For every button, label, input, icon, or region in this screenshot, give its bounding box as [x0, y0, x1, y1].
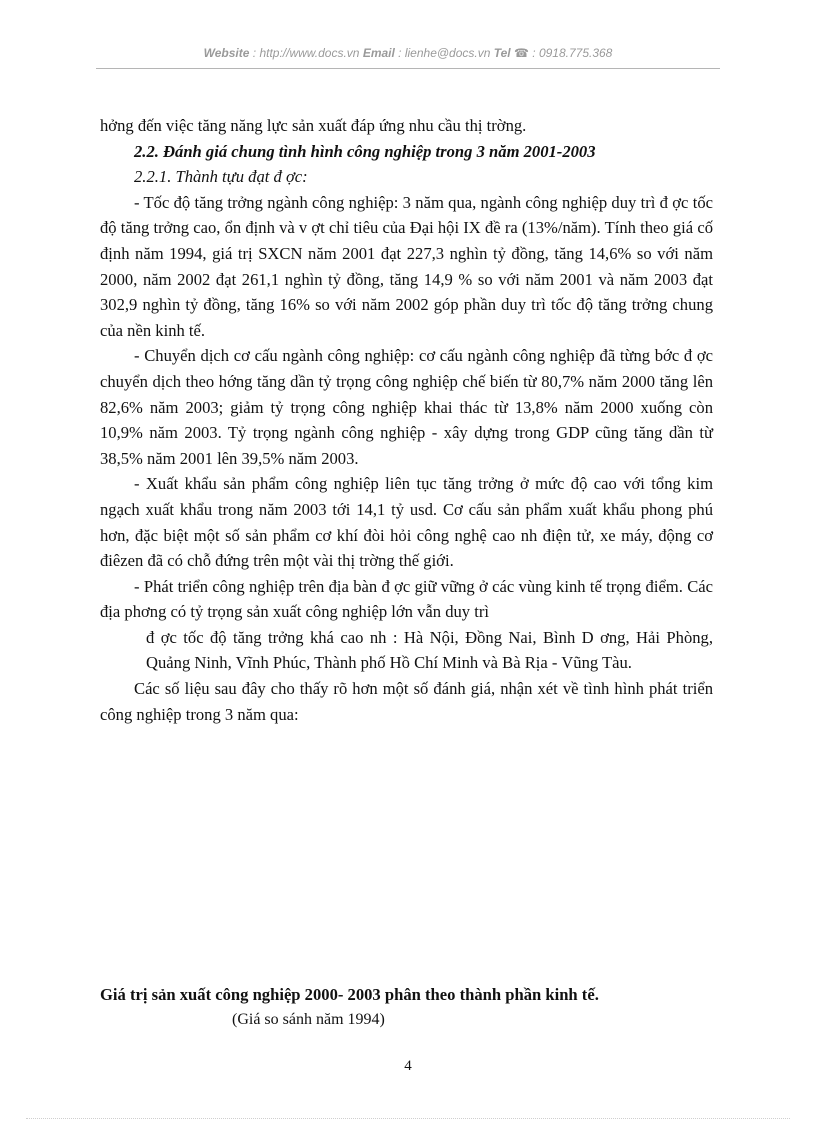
table-caption-subtitle: (Giá so sánh năm 1994)	[232, 1011, 385, 1028]
table-caption-title: Giá trị sản xuất công nghiệp 2000- 2003 phân theo thành phần kinh tế.	[100, 985, 599, 1004]
section-heading-2-2: 2.2. Đánh giá chung tình hình công nghiệp trong 3 năm 2001-2003	[134, 141, 596, 161]
tel-value: ☎ : 0918.775.368	[510, 46, 613, 60]
email-value[interactable]: : lienhe@docs.vn	[394, 46, 494, 60]
paragraph-data-intro: Các số liệu sau đây cho thấy rõ hơn một số đánh giá, nhận xét về tình hình phát triển công nghiệp trong 3 năm qua:	[100, 679, 713, 724]
section-heading-2-2-1: 2.2.1. Thành tựu đạt đ ợc:	[134, 167, 308, 187]
paragraph-exports: - Xuất khẩu sản phẩm công nghiệp liên tục tăng trởng ở mức độ cao với tổng kim ngạch xuất khẩu trong năm 2003 tới 14,1 tỷ usd. Cơ cấu sản phẩm xuất khẩu phong phú hơn, đặc biệt một số sản phẩm cơ khí đòi hỏi công nghệ cao nh điện tử, xe máy, động cơ điêzen đã có chỗ đứng trên một vài thị trờng thế giới.	[100, 474, 713, 571]
page-bottom-divider	[26, 1118, 790, 1119]
website-value[interactable]: : http://www.docs.vn	[249, 46, 363, 60]
website-label: Website	[203, 46, 250, 60]
paragraph-continuation: hởng đến việc tăng năng lực sản xuất đáp ứng nhu cầu thị trờng.	[100, 116, 527, 135]
page-number: 4	[404, 1058, 412, 1074]
paragraph-regional-continuation: đ ợc tốc độ tăng trởng khá cao nh : Hà Nội, Đồng Nai, Bình D ơng, Hải Phòng, Quảng Ninh, Vĩnh Phúc, Thành phố Hồ Chí Minh và Bà Rịa - Vũng Tàu.	[146, 627, 713, 673]
paragraph-growth-rate: - Tốc độ tăng trởng ngành công nghiệp: 3 năm qua, ngành công nghiệp duy trì đ ợc tốc độ tăng trởng cao, ổn định và v ợt chỉ tiêu của Đại hội IX đề ra (13%/năm). Tính theo giá cố định năm 1994, giá trị SXCN năm 2001 đạt 227,3 nghìn tỷ đồng, tăng 14,6% so với năm 2000, năm 2002 đạt 261,1 nghìn tỷ đồng, tăng 14,9 % so với năm 2001 và năm 2003 đạt 302,9 nghìn tỷ đồng, tăng 16% so với năm 2002 góp phần duy trì tốc độ tăng trởng chung của nền kinh tế.	[100, 192, 713, 340]
email-label: Email	[362, 46, 395, 60]
page-header	[96, 46, 720, 69]
document-body	[100, 113, 713, 727]
paragraph-structure-shift: - Chuyển dịch cơ cấu ngành công nghiệp: cơ cấu ngành công nghiệp đã từng bớc đ ợc chuyển dịch theo hớng tăng dần tỷ trọng công nghiệp chế biến từ 80,7% năm 2000 tăng lên 82,6% năm 2003; giảm tỷ trọng công nghiệp khai thác từ 13,8% năm 2000 xuống còn 10,9% năm 2003. Tỷ trọng ngành công nghiệp - xây dựng trong GDP cũng tăng dần từ 38,5% năm 2001 lên 39,5% năm 2003.	[100, 346, 713, 468]
tel-label: Tel	[493, 46, 511, 60]
paragraph-regional-development: - Phát triển công nghiệp trên địa bàn đ ợc giữ vững ở các vùng kinh tế trọng điểm. Các địa phơng có tỷ trọng sản xuất công nghiệp lớn vẫn duy trì	[100, 576, 713, 622]
